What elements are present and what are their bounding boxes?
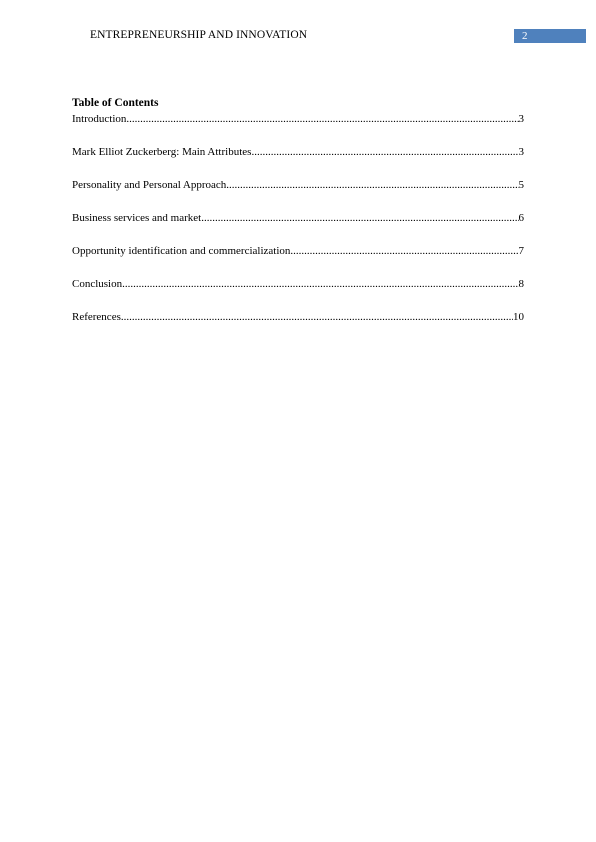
toc-dot-leader (201, 211, 518, 225)
toc-entry-page: 3 (518, 146, 524, 158)
toc-entry-label: Mark Elliot Zuckerberg: Main Attributes (72, 146, 252, 158)
toc-entry-label: Introduction (72, 113, 127, 125)
toc-entry-page: 10 (513, 311, 524, 323)
table-of-contents (72, 96, 524, 324)
toc-entry-page: 6 (518, 212, 524, 224)
page-number: 2 (522, 30, 528, 42)
toc-dot-leader (226, 178, 518, 192)
toc-entry-references[interactable] (72, 310, 524, 324)
toc-entry-personality[interactable] (72, 178, 524, 192)
toc-entry-conclusion[interactable] (72, 277, 524, 291)
page-number-badge (514, 29, 586, 43)
running-header-title: ENTREPRENEURSHIP AND INNOVATION (90, 29, 308, 41)
toc-dot-leader (126, 112, 518, 126)
toc-entry-label: Opportunity identification and commercialization (72, 245, 291, 257)
toc-entry-label: Personality and Personal Approach (72, 179, 227, 191)
toc-dot-leader (122, 277, 518, 291)
toc-entry-page: 5 (518, 179, 524, 191)
toc-entry-business-services[interactable] (72, 211, 524, 225)
toc-entry-label: Conclusion (72, 278, 123, 290)
toc-dot-leader (121, 310, 513, 324)
toc-entry-page: 3 (518, 113, 524, 125)
toc-dot-leader (251, 145, 518, 159)
toc-entry-introduction[interactable] (72, 112, 524, 126)
toc-heading: Table of Contents (72, 97, 159, 109)
toc-entry-page: 8 (518, 278, 524, 290)
toc-entry-label: Business services and market (72, 212, 202, 224)
toc-entry-label: References (72, 311, 121, 323)
toc-entry-opportunity[interactable] (72, 244, 524, 258)
toc-list (72, 112, 524, 324)
toc-entry-page: 7 (518, 245, 524, 257)
toc-entry-main-attributes[interactable] (72, 145, 524, 159)
toc-dot-leader (290, 244, 518, 258)
